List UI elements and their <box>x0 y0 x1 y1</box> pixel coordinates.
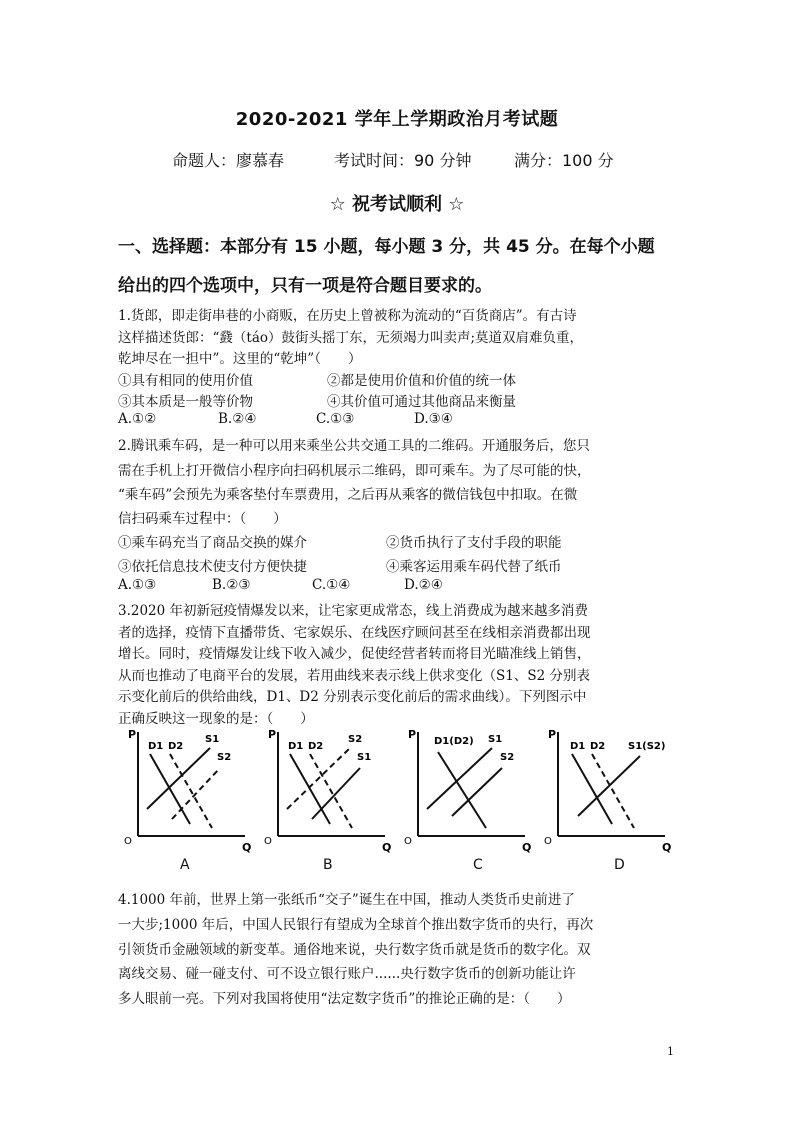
q2-option-d: D.②④ <box>404 577 443 593</box>
graph-d-d1-label: D1 <box>570 741 586 752</box>
q4-line3: 引领货币金融领域的新变革。通俗地来说，央行数字货币就是货币的数字化。双 <box>118 942 591 958</box>
graph-b-d1-curve <box>290 754 330 824</box>
q1-line3: 乾坤尽在一担中”。这里的“乾坤”（ ） <box>118 351 362 367</box>
q3-line6: 正确反映这一现象的是：（ ） <box>118 711 314 727</box>
graph-d-d2-curve <box>592 754 634 828</box>
exam-time-text: 考试时间：90 分钟 <box>334 151 472 170</box>
q3-line3: 增长。同时，疫情爆发让线下收入减少，促使经营者转而将目光瞄准线上销售， <box>118 646 591 662</box>
graph-a-label: A <box>180 857 190 873</box>
graph-b-p-label: P <box>268 728 277 741</box>
q2-statement-2: ②货币执行了支付手段的职能 <box>386 535 562 551</box>
q1-option-b: B.②④ <box>218 411 257 427</box>
graph-b-o-label: O <box>264 836 272 847</box>
q1-statement-1: ①具有相同的使用价值 <box>118 373 253 389</box>
graph-b-s1-label: S1 <box>357 752 372 763</box>
good-luck-banner: ☆ 祝考试顺利 ☆ <box>329 194 465 215</box>
graph-c-d1d2-label: D1(D2) <box>434 736 474 747</box>
graph-b-s2-label: S2 <box>348 734 363 745</box>
page-number: 1 <box>667 1045 674 1058</box>
q2-line3: “乘车码”会预先为乘客垫付车票费用，之后再从乘客的微信钱包中扣取。在微 <box>118 487 578 503</box>
graph-b-s2-curve <box>287 748 350 809</box>
q3-line4: 从而也推动了电商平台的发展，若用曲线来表示线上供求变化（S1、S2 分别表 <box>118 668 590 684</box>
graph-d-s1s2-label: S1(S2) <box>628 741 666 752</box>
section-heading-line1: 一、选择题：本部分有 15 小题，每小题 3 分，共 45 分。在每个小题 <box>118 237 655 257</box>
supply-demand-graph-c <box>400 724 540 876</box>
q2-option-a: A.①③ <box>118 577 157 593</box>
graph-a-q-label: Q <box>242 841 252 854</box>
q2-line4: 信扫码乘车过程中：（ ） <box>118 511 287 527</box>
graph-a-d2-label: D2 <box>168 741 184 752</box>
q1-statement-3: ③其本质是一般等价物 <box>118 394 253 410</box>
section-heading-line2: 给出的四个选项中，只有一项是符合题目要求的。 <box>118 276 492 296</box>
q3-line1: 3.2020 年初新冠疫情爆发以来，让宅家更成常态，线上消费成为越来越多消费 <box>118 603 589 619</box>
graph-a-s1-curve <box>147 748 210 809</box>
graph-c-p-label: P <box>408 728 417 741</box>
q3-line5: 示变化前后的供给曲线，D1、D2 分别表示变化前后的需求曲线）。下列图示中 <box>118 689 587 705</box>
q1-option-a: A.①② <box>118 411 157 427</box>
q1-line2: 这样描述货郎：“鼗（táo）鼓街头摇丁东，无须竭力叫卖声;莫道双肩难负重， <box>118 330 584 346</box>
graph-d-label: D <box>614 857 625 873</box>
q4-line4: 离线交易、碰一碰支付、可不设立银行账户......央行数字货币的创新功能让许 <box>118 966 576 982</box>
q4-line5: 多人眼前一亮。下列对我国将使用“法定数字货币”的推论正确的是：（ ） <box>118 991 571 1007</box>
graph-d-d2-label: D2 <box>590 741 606 752</box>
q1-option-c: C.①③ <box>316 411 355 427</box>
q1-line1: 1.货郎，即走街串巷的小商贩，在历史上曾被称为流动的“百货商店”。有古诗 <box>118 308 577 324</box>
graph-a-o-label: O <box>124 836 132 847</box>
q4-line1: 4.1000 年前，世界上第一张纸币“交子”诞生在中国，推动人类货币史前进了 <box>118 892 575 908</box>
q2-statement-1: ①乘车码充当了商品交换的媒介 <box>118 535 307 551</box>
q1-option-d: D.③④ <box>414 411 453 427</box>
graph-a-d1-curve <box>150 754 190 824</box>
q2-line2: 需在手机上打开微信小程序向扫码机展示二维码，即可乘车。为了尽可能的快， <box>118 463 591 479</box>
graph-a-s1-label: S1 <box>205 734 220 745</box>
graph-b-d1-label: D1 <box>288 741 304 752</box>
graph-c-s1-label: S1 <box>488 734 503 745</box>
q2-line1: 2.腾讯乘车码，是一种可以用来乘坐公共交通工具的二维码。开通服务后，您只 <box>118 438 590 454</box>
graph-c-o-label: O <box>404 836 412 847</box>
supply-demand-graph-a <box>120 724 260 876</box>
graph-a-p-label: P <box>128 728 137 741</box>
graph-d-p-label: P <box>548 728 557 741</box>
q2-statement-4: ④乘客运用乘车码代替了纸币 <box>386 559 562 575</box>
q4-line2: 一大步;1000 年后，中国人民银行有望成为全球首个推出数字货币的央行，再次 <box>118 917 594 933</box>
supply-demand-graph-b <box>260 724 400 876</box>
supply-demand-graph-d <box>540 724 680 876</box>
graph-c-s1-curve <box>427 748 492 809</box>
graph-c-s2-label: S2 <box>500 752 515 763</box>
q2-statement-3: ③依托信息技术使支付方便快捷 <box>118 559 307 575</box>
graph-b-label: B <box>323 857 333 873</box>
graph-b-s1-curve <box>312 768 360 819</box>
graph-a-s2-label: S2 <box>217 752 232 763</box>
q2-option-b: B.②③ <box>212 577 251 593</box>
author-text: 命题人：廖慕春 <box>172 151 285 170</box>
page-title: 2020-2021 学年上学期政治月考试题 <box>235 109 559 130</box>
graph-c-label: C <box>473 857 483 873</box>
q1-statement-2: ②都是使用价值和价值的统一体 <box>327 373 516 389</box>
graph-d-s-curve <box>578 756 640 816</box>
q3-line2: 者的选择，疫情下直播带货、宅家娱乐、在线医疗顾问甚至在线相亲消费都出现 <box>118 625 591 641</box>
q1-statement-4: ④其价值可通过其他商品来衡量 <box>327 394 516 410</box>
graph-b-d2-label: D2 <box>308 741 324 752</box>
graph-c-s2-curve <box>452 768 502 816</box>
graph-b-q-label: Q <box>382 841 392 854</box>
graph-a-s2-curve <box>172 768 220 819</box>
graph-a-d1-label: D1 <box>148 741 164 752</box>
graph-d-q-label: Q <box>662 841 672 854</box>
full-score-text: 满分：100 分 <box>514 151 614 170</box>
graph-c-q-label: Q <box>522 841 532 854</box>
q2-option-c: C.①④ <box>312 577 351 593</box>
graph-d-o-label: O <box>544 836 552 847</box>
